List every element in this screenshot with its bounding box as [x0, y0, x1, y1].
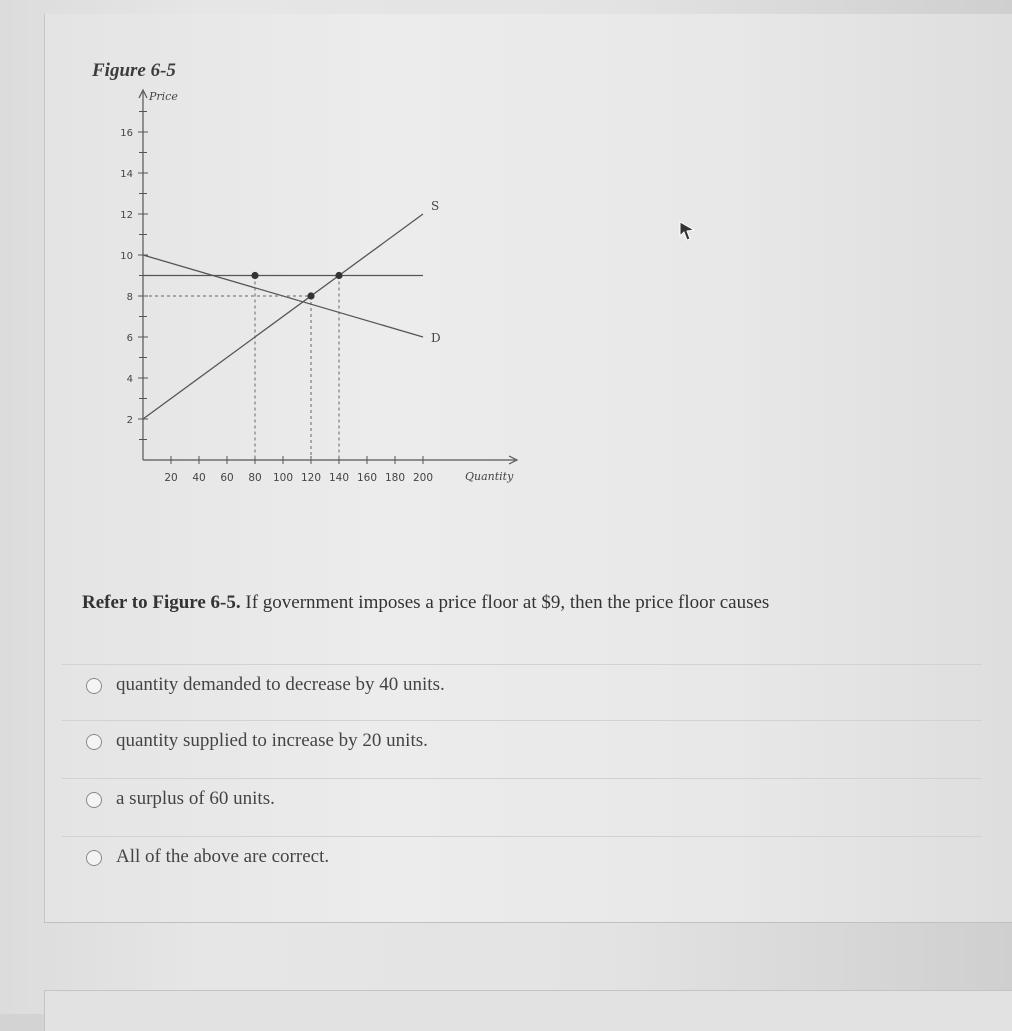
option-label: All of the above are correct. [116, 846, 330, 867]
option-2[interactable] [62, 720, 982, 765]
option-label: quantity demanded to decrease by 40 units. [116, 674, 445, 695]
question-body: If government imposes a price floor at $9, then the price floor causes [240, 592, 770, 613]
x-tick-label: 200 [412, 472, 434, 484]
option-4[interactable] [62, 836, 982, 881]
mouse-pointer-icon [678, 220, 696, 242]
x-tick-label: 100 [272, 472, 294, 484]
option-3[interactable] [62, 778, 982, 823]
figure-title: Figure 6-5 [92, 60, 176, 81]
supply-label: S [431, 199, 440, 213]
x-tick-label: 40 [192, 472, 206, 484]
series-line-s [143, 214, 423, 419]
x-tick-label: 140 [328, 472, 350, 484]
option-1[interactable] [62, 664, 982, 709]
x-tick-label: 60 [220, 472, 234, 484]
y-tick-label: 10 [120, 251, 133, 262]
x-tick-label: 180 [384, 472, 406, 484]
x-tick-label: 120 [300, 472, 322, 484]
option-label: quantity supplied to increase by 20 units. [116, 730, 428, 751]
radio-button[interactable] [86, 792, 102, 808]
supply-demand-chart [100, 84, 540, 494]
x-tick-label: 80 [248, 472, 262, 484]
x-axis-label: Quantity [465, 470, 514, 483]
y-tick-label: 4 [126, 374, 133, 385]
radio-button[interactable] [86, 850, 102, 866]
demand-label: D [431, 331, 441, 345]
option-label: a surplus of 60 units. [116, 788, 275, 809]
y-tick-label: 12 [120, 210, 133, 221]
next-question-card [44, 990, 1012, 1031]
x-tick-label: 20 [164, 472, 178, 484]
x-tick-label: 160 [356, 472, 378, 484]
y-axis-label: Price [149, 90, 178, 103]
y-tick-label: 14 [120, 169, 133, 180]
y-tick-label: 6 [126, 333, 133, 344]
data-point [335, 272, 342, 279]
y-tick-label: 8 [126, 292, 133, 303]
radio-button[interactable] [86, 734, 102, 750]
y-tick-label: 16 [120, 128, 133, 139]
data-point [251, 272, 258, 279]
radio-button[interactable] [86, 678, 102, 694]
figure-reference: Refer to Figure 6-5. [82, 592, 241, 613]
data-point [307, 292, 314, 299]
question-text [82, 592, 769, 614]
y-tick-label: 2 [126, 415, 133, 426]
